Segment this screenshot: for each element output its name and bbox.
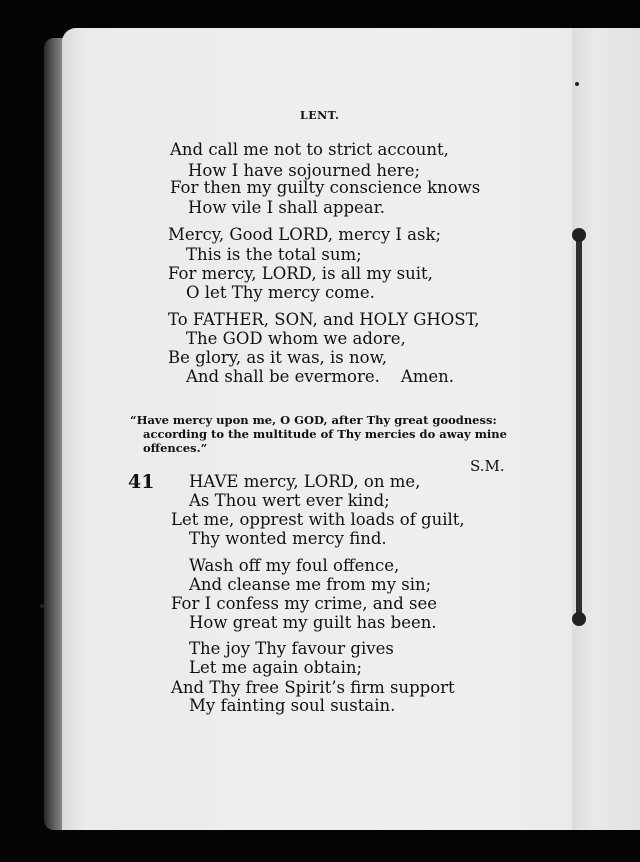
hymn-number: 41 [128,471,155,493]
verse-line: Let me, opprest with loads of guilt, [171,510,465,529]
hymn-meter: S.M. [470,457,505,475]
verse-line: Let me again obtain; [189,658,363,677]
verse-line: How vile I shall appear. [188,198,385,217]
verse-line: Mercy, Good LORD, mercy I ask; [168,225,442,244]
verse-line: The GOD whom we adore, [186,329,406,348]
verse-line: Thy wonted mercy find. [189,529,387,548]
verse-line: And Thy free Spirit’s firm support [171,678,455,697]
verse-line: Wash off my foul offence, [189,556,400,575]
verse-line: How great my guilt has been. [189,613,437,632]
verse-line: The joy Thy favour gives [189,639,394,658]
verse-line: This is the total sum; [186,245,362,264]
verse-line: And cleanse me from my sin; [189,575,432,594]
verse-line: And shall be evermore. Amen. [186,367,455,386]
verse-line: How I have sojourned here; [188,161,421,180]
verse-line: For then my guilty conscience knows [170,178,481,197]
verse-line: And call me not to strict account, [170,140,449,159]
verse-line: My fainting soul sustain. [189,696,396,715]
verse-line: For mercy, LORD, is all my suit, [168,264,433,283]
verse-line: For I confess my crime, and see [171,594,438,613]
verse-line: HAVE mercy, LORD, on me, [189,472,421,491]
epigraph-line: offences.” [143,441,208,455]
epigraph-line: “Have mercy upon me, O GOD, after Thy great goodness: [130,413,497,427]
verse-line: As Thou wert ever kind; [189,491,390,510]
verse-line: O let Thy mercy come. [186,283,375,302]
running-head: LENT. [300,109,340,122]
verse-line: To FATHER, SON, and HOLY GHOST, [168,310,480,329]
verse-line: Be glory, as it was, is now, [168,348,387,367]
epigraph-line: according to the multitude of Thy mercies do away mine [143,427,507,441]
